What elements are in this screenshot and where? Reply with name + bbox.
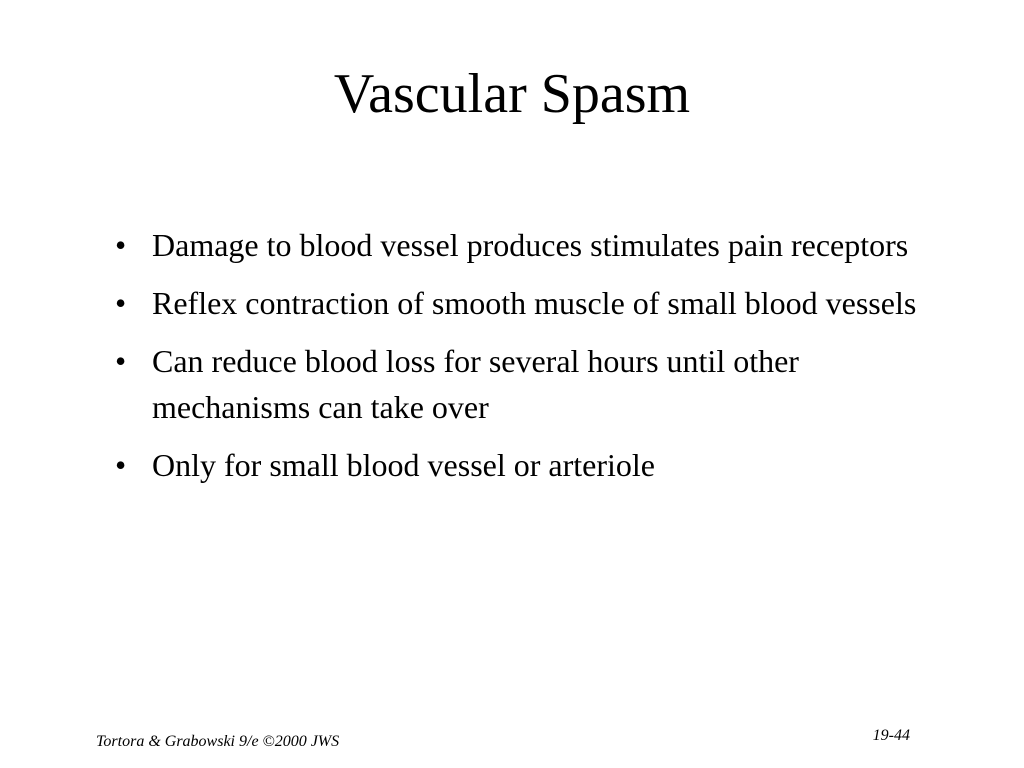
bullet-icon: • [115,285,127,321]
bullet-item [115,222,955,268]
bullet-item [115,442,955,488]
bullet-list [115,222,955,500]
bullet-icon: • [115,447,127,483]
bullet-text: Can reduce blood loss for several hours until other mechanisms can take over [152,343,799,425]
bullet-icon: • [115,227,127,263]
slide-title: Vascular Spasm [333,63,691,125]
bullet-text: Damage to blood vessel produces stimulates pain receptors [152,227,909,263]
bullet-text: Only for small blood vessel or arteriole [152,447,655,483]
bullet-text: Reflex contraction of smooth muscle of small blood vessels [152,285,917,321]
bullet-icon: • [115,343,127,379]
bullet-item [115,280,955,326]
bullet-item [115,338,955,430]
slide-number: 19-44 [872,727,910,744]
footer-credit: Tortora & Grabowski 9/e ©2000 JWS [96,733,340,750]
